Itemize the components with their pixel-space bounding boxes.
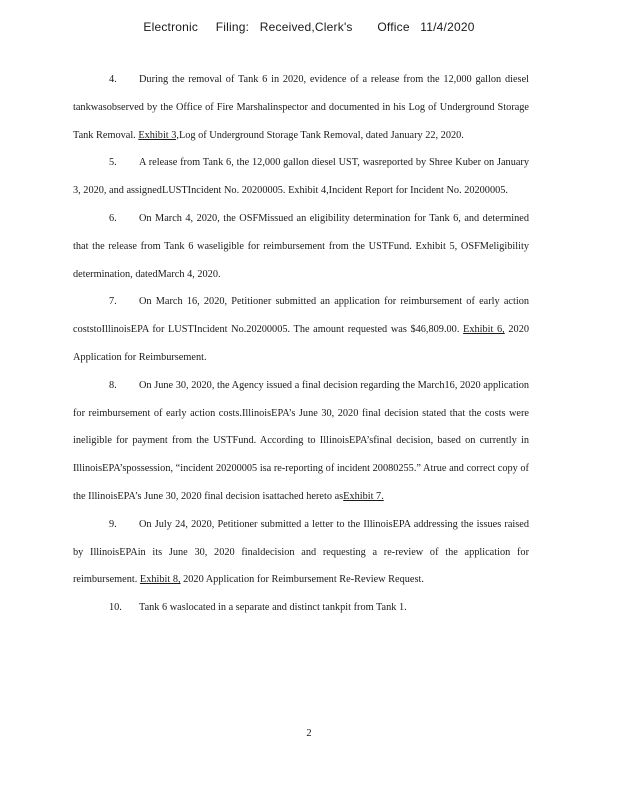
paragraph-text: During the removal of Tank 6 in 2020, evidence of a release from the 12,000 gallon diesel tankwasobserved by the Office of Fire Marshalinspector and documented in his Log of Underground Storage Tank Removal.	[73, 74, 529, 141]
paragraph-number: 5.	[109, 157, 117, 169]
paragraph-number: 4.	[109, 74, 117, 85]
paragraph-number: 7.	[109, 296, 117, 308]
exhibit-8-reference: Exhibit 8,	[139, 574, 181, 586]
paragraph-4	[73, 66, 529, 149]
paragraph-text: On June 30, 2020, the Agency issued a final decision regarding the March16, 2020 application for reimbursement of early action costs.IllinoisEPA’s June 30, 2020 final decision stated that the costs were ineligible for payment from the USTFund. According to IllinoisEPA’sfinal decision, based on currently in IllinoisEPA’spossession, “incident 20200005 isa re-reporting of incident 20080255.” Atrue and correct copy of the IllinoisEPA’s June 30, 2020 final decision isattached hereto as	[73, 379, 529, 502]
paragraph-9	[73, 511, 529, 594]
exhibit-7-reference: Exhibit 7.	[343, 490, 384, 502]
paragraph-text: On March 16, 2020, Petitioner submitted an application for reimbursement of early action coststoIllinoisEPA for LUSTIncident No.20200005. The amount requested was $46,809.00.	[73, 296, 529, 336]
paragraph-text-continued: 2020 Application for Reimbursement Re-Review Request.	[180, 574, 424, 586]
paragraph-text-continued: Log of Underground Storage Tank Removal, dated January 22, 2020.	[178, 129, 464, 141]
paragraph-5	[73, 149, 529, 205]
paragraph-text: On March 4, 2020, the OSFMissued an eligibility determination for Tank 6, and determined that the release from Tank 6 waseligible for reimbursement from the USTFund. Exhibit 5, OSFMeligibility determination, datedMarch 4, 2020.	[73, 212, 529, 280]
paragraph-text: A release from Tank 6, the 12,000 gallon diesel UST, wasreported by Shree Kuber on January 3, 2020, and assignedLUSTIncident No. 20200005. Exhibit 4,Incident Report for Incident No. 20200005.	[73, 157, 529, 197]
paragraph-10	[73, 594, 529, 622]
paragraph-7	[73, 288, 529, 371]
paragraph-text: On July 24, 2020, Petitioner submitted a letter to the IllinoisEPA addressing the issues raised by IllinoisEPAin its June 30, 2020 finaldecision and requesting a re-review of the application for reimbursement.	[73, 518, 529, 586]
paragraph-number: 9.	[109, 518, 117, 530]
document-body	[73, 66, 529, 622]
paragraph-8	[73, 372, 529, 511]
paragraph-number: 6.	[109, 212, 117, 224]
paragraph-6	[73, 205, 529, 288]
exhibit-6-reference: Exhibit 6,	[463, 324, 505, 336]
paragraph-text-continued: 2020 Application for Reimbursement.	[73, 324, 529, 363]
page-number: 2	[306, 728, 312, 739]
paragraph-number: 10.	[109, 602, 122, 614]
electronic-filing-header: Electronic Filing: Received,Clerk's Office 11/4/2020	[143, 20, 475, 34]
exhibit-3-reference: Exhibit 3,	[138, 129, 179, 141]
paragraph-text: Tank 6 waslocated in a separate and distinct tankpit from Tank 1.	[139, 602, 407, 614]
paragraph-number: 8.	[109, 379, 117, 391]
